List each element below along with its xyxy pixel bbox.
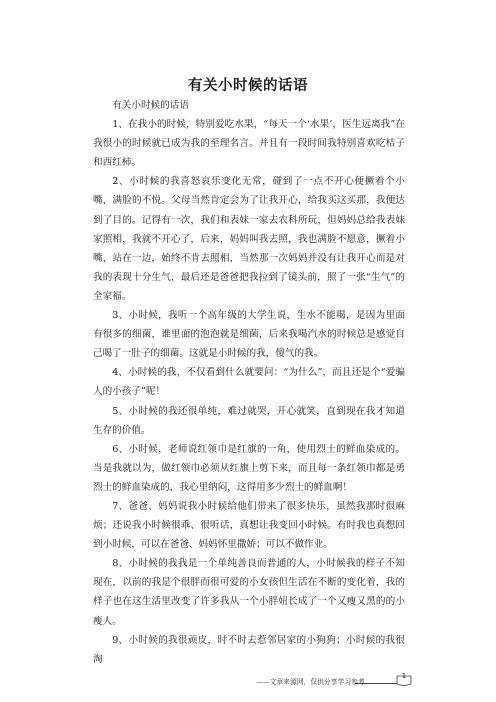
paragraph: 6、小时候，老师说红领巾是红旗的一角，使用烈士的鲜血染成的。当是我就以为，做红领巾必须从红旗上剪下来，而且每一条红领巾都是勇烈士的鲜血染成的，我心里纳闷，这得用多少烈士的鲜血啊！ <box>93 443 405 493</box>
paragraph: 9、小时候的我很顽皮，时不时去惹邻居家的小狗狗；小时候的我很淘 <box>93 634 405 665</box>
paragraph: 5、小时候的我还很单纯，难过就哭，开心就笑，直到现在我才知道生存的价值。 <box>93 405 405 436</box>
page-number-badge <box>396 672 412 684</box>
article-body <box>93 96 405 669</box>
paragraph: 1、在我小的时候，特别爱吃水果，“每天一个‘水果’，医生远离我”在我很小的时候就已成为我的至理名言。并且有一段时间我特别喜欢吃桔子和西红柿。 <box>93 119 405 169</box>
paragraph: 3、小时候，我听一个高年级的大学生说，生水不能喝，是因为里面有很多的细菌，谁里面的泡泡就是细菌，后来我喝汽水的时候总是感觉自己喝了一肚子的细菌。这就是小时候的我，傻气的我。 <box>93 310 405 360</box>
paragraph: 2、小时候的我喜怒哀乐变化无常，碰到了一点不开心便撅着个小嘴，满脸的不悦。父母当然肯定会为了让我开心，给我买这买那，我便达到了目的。记得有一次，我们和表妹一家去农科所玩，但妈妈总给我表妹家照相，我就不开心了，后来，妈妈叫我去照，我也满脸不愿意，撅着小嘴，站在一边，始终不肯去照相，当然那一次妈妈并没有让我开心而是对我的表现十分生气，最后还是爸爸把我拉到了镜头前，照了一张“生气”的全家福。 <box>93 176 405 302</box>
source-note: ——文章来源网，仅供分享学习参考 <box>256 678 365 686</box>
page-number: 1 <box>401 672 407 680</box>
paragraph: 有关小时候的话语 <box>112 100 189 111</box>
paragraph: 7、爸爸、妈妈说我小时候给他们带来了很多快乐，虽然我那时很麻烦；还说我小时候很乖、很听话，真想让我变回小时候。有时我也真想回到小时候，可以在爸爸、妈妈怀里撒娇；可以不做作业。 <box>93 500 405 551</box>
page-title: 有关小时候的话语 <box>188 78 308 94</box>
paragraph: 4、小时候的我，不仅看到什么就要问：“为什么”，而且还是个“爱骗人的小孩子”呢！ <box>93 367 405 398</box>
paragraph: 8、小时候的我我是一个单纯善良而普通的人，小时候我的样子不知现在，以前的我是个很胖而很可爱的小女孩但生活在不断的变化着，我的样子也在这生活里改变了许多我从一个小胖妞长成了一个又瘦又黑的的小瘦人。 <box>93 558 405 627</box>
